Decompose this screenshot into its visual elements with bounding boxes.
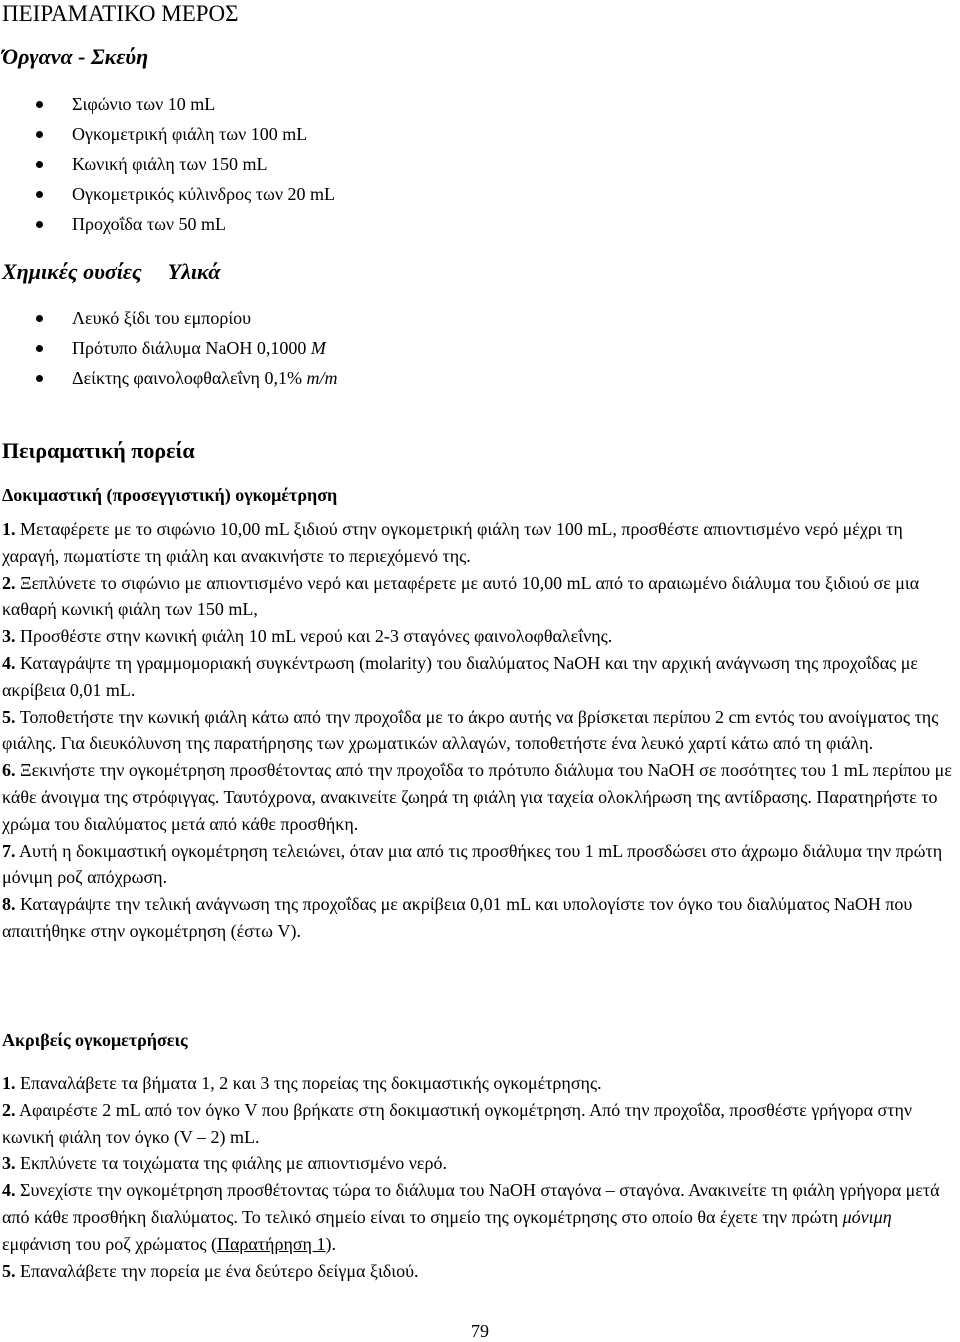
list-item: Σιφώνιο των 10 mL: [0, 89, 335, 119]
step-item: 4. Συνεχίστε την ογκομέτρηση προσθέτοντας τώρα το διάλυμα του NaOH σταγόνα – σταγόνα. Ανακινείτε τη φιάλη γρήγορα μετά από κάθε προσθήκη διαλύματος. Το τελικό σημείο είναι το σημείο της ογκομέτρησης στο οποίο θα έχετε την πρώτη μόνιμη εμφάνιση του ροζ χρώματος (Παρατήρηση 1).: [2, 1180, 940, 1254]
list-item: Ογκομετρική φιάλη των 100 mL: [0, 119, 335, 149]
step-item: 5. Επαναλάβετε την πορεία με ένα δεύτερο δείγμα ξιδιού.: [2, 1260, 419, 1281]
bullet-icon: [36, 345, 43, 352]
accurate-titrations-heading: Ακριβείς ογκομετρήσεις: [2, 1030, 188, 1050]
step-item: 8. Καταγράψτε την τελική ανάγνωση της προχοΐδας με ακρίβεια 0,01 mL και υπολογίστε τον όγκο του διαλύματος NaOH που απαιτήθηκε στην ογκομέτρηση (έστω V).: [2, 894, 913, 941]
page-title: ΠΕΙΡΑΜΑΤΙΚΟ ΜΕΡΟΣ: [2, 1, 239, 26]
step-item: 3. Προσθέστε στην κωνική φιάλη 10 mL νερού και 2-3 σταγόνες φαινολοφθαλεΐνης.: [2, 626, 613, 647]
instruments-heading: Όργανα - Σκεύη: [2, 44, 149, 69]
chemicals-list: [0, 303, 337, 393]
bullet-icon: [36, 191, 43, 198]
bullet-icon: [36, 101, 43, 108]
list-item: Λευκό ξίδι του εμπορίου: [0, 303, 337, 333]
step-item: 1. Επαναλάβετε τα βήματα 1, 2 και 3 της πορείας της δοκιμαστικής ογκομέτρησης.: [2, 1073, 602, 1093]
bullet-icon: [36, 221, 43, 228]
bullet-icon: [36, 375, 43, 382]
list-item: Ογκομετρικός κύλινδρος των 20 mL: [0, 179, 335, 209]
step-item: 7. Αυτή η δοκιμαστική ογκομέτρηση τελειώνει, όταν μια από τις προσθήκες του 1 mL προσδώσει στο άχρωμο διάλυμα την πρώτη μόνιμη ροζ απόχρωση.: [2, 840, 943, 888]
step-item: 2. Αφαιρέστε 2 mL από τον όγκο V που βρήκατε στη δοκιμαστική ογκομέτρηση. Από την προχοΐδα, προσθέστε γρήγορα στην κωνική φιάλη τον όγκο (V – 2) mL.: [2, 1099, 913, 1147]
bullet-icon: [36, 315, 43, 322]
step-item: 1. Μεταφέρετε με το σιφώνιο 10,00 mL ξιδιού στην ογκομετρική φιάλη των 100 mL, προσθέστε απιοντισμένο νερό μέχρι τη χαραγή, πωματίστε τη φιάλη και ανακινήστε το περιεχόμενό της.: [2, 519, 903, 566]
list-item: Δείκτης φαινολοφθαλεΐνη 0,1% m/m: [0, 363, 337, 393]
list-item: Προχοΐδα των 50 mL: [0, 209, 335, 239]
accurate-steps: [2, 1070, 958, 1284]
step-item: 3. Εκπλύνετε τα τοιχώματα της φιάλης με απιοντισμένο νερό.: [2, 1153, 447, 1174]
instruments-list: [0, 89, 335, 239]
step-item: 5. Τοποθετήστε την κωνική φιάλη κάτω από την προχοΐδα με το άκρο αυτής να βρίσκεται περίπου 2 cm εντός του ανοίγματος της φιάλης. Για διευκόλυνση της παρατήρησης των χρωματικών αλλαγών, τοποθετήστε ένα λευκό χαρτί κάτω από τη φιάλη.: [2, 706, 939, 754]
step-item: 4. Καταγράψτε τη γραμμομοριακή συγκέντρωση (molarity) του διαλύματος NaOH και την αρχική ανάγνωση της προχοΐδας με ακρίβεια 0,01 mL.: [2, 652, 918, 700]
list-item: Πρότυπο διάλυμα NaOH 0,1000 M: [0, 333, 337, 363]
chemicals-heading: Χημικές ουσίες Υλικά: [2, 259, 221, 284]
list-item: Κωνική φιάλη των 150 mL: [0, 149, 335, 179]
bullet-icon: [36, 161, 43, 168]
note-1-link[interactable]: Παρατήρηση 1: [216, 1233, 326, 1254]
page-number: 79: [471, 1321, 489, 1341]
trial-titration-heading: Δοκιμαστική (προσεγγιστική) ογκομέτρηση: [2, 485, 338, 505]
trial-steps: [2, 516, 958, 945]
step-item: 6. Ξεκινήστε την ογκομέτρηση προσθέτοντας από την προχοΐδα το πρότυπο διάλυμα του NaOH σε ποσότητες του 1 mL περίπου με κάθε άνοιγμα της στρόφιγγας. Ταυτόχρονα, ανακινείτε ζωηρά τη φιάλη για ταχεία ολοκλήρωση της αντίδρασης. Παρατηρήστε το χρώμα του διαλύματος μετά από κάθε προσθήκη.: [2, 760, 952, 834]
procedure-heading: Πειραματική πορεία: [2, 438, 195, 463]
bullet-icon: [36, 131, 43, 138]
step-item: 2. Ξεπλύνετε το σιφώνιο με απιοντισμένο νερό και μεταφέρετε με αυτό 10,00 mL από το αραιωμένο διάλυμα του ξιδιού σε μια καθαρή κωνική φιάλη των 150 mL,: [2, 572, 920, 620]
